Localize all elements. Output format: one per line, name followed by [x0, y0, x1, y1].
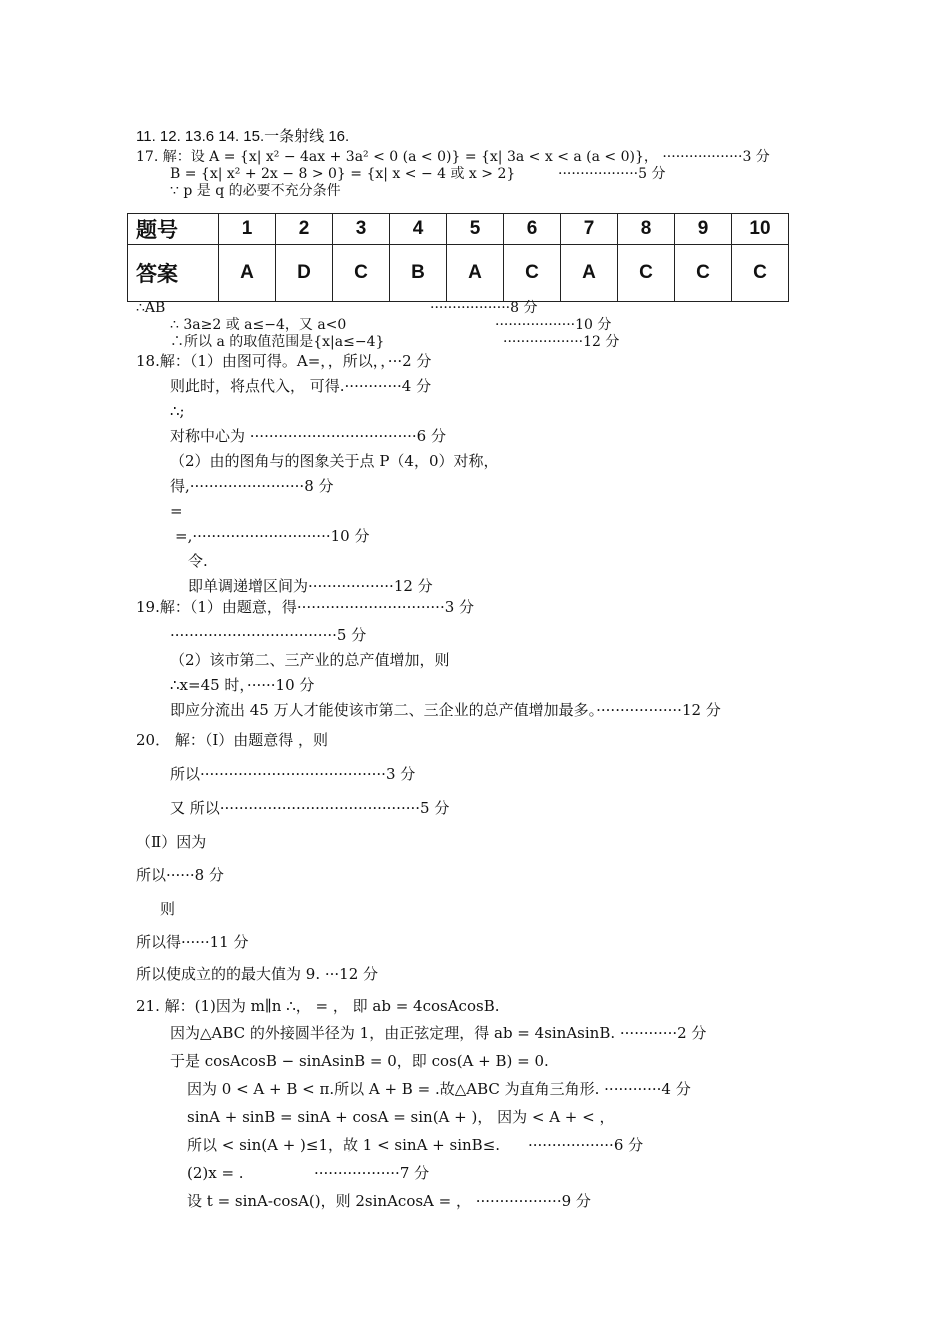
table-answer: C [618, 245, 675, 302]
q20-line-2: 所以·······································3 分 [170, 765, 416, 783]
table-number: 3 [333, 214, 390, 245]
table-answer: A [561, 245, 618, 302]
q17-score-8: ··················8 分 [430, 300, 538, 316]
q21-line-8: 设 t = sinA-cosA()，则 2sinAcosA = ， ··················9 分 [187, 1192, 591, 1210]
q21-line-7: (2)x = . [187, 1164, 244, 1182]
q17-line-a: 17. 解：设 A = {x| x² − 4ax + 3a² < 0 (a < 0)} = {x| 3a < x < a (a < 0)}， ··················3 分 [136, 149, 770, 165]
q21-score-6: ··················6 分 [528, 1136, 644, 1154]
q21-line-1: 21. 解：(1)因为 m∥n ∴， = ， 即 ab = 4cosAcosB. [136, 997, 500, 1015]
table-number: 5 [447, 214, 504, 245]
q17-score-12: ··················12 分 [503, 334, 620, 350]
q17-condition: ∵ p 是 q 的必要不充分条件 [170, 183, 341, 199]
table-number: 2 [276, 214, 333, 245]
q17-inequality: ∴ 3a≥2 或 a≤−4，又 a<0 [170, 317, 347, 333]
q21-score-7: ··················7 分 [314, 1164, 430, 1182]
q21-line-6: 所以 < sin(A + )≤1，故 1 < sinA + sinB≤. [187, 1136, 501, 1154]
q19-line-5: 即应分流出 45 万人才能使该市第二、三企业的总产值增加最多。··················12 分 [170, 701, 721, 719]
q17-score-10: ··················10 分 [495, 317, 612, 333]
q19-line-1: 19.解：（1）由题意，得·······························3 分 [136, 598, 475, 616]
q18-line-2: 则此时，将点代入， 可得.············4 分 [170, 377, 432, 395]
answer-table-row-numbers [128, 214, 789, 245]
table-answer: A [447, 245, 504, 302]
q18-line-1: 18.解：（1）由图可得。A=，，所以，，···2 分 [136, 352, 432, 370]
table-label-answer: 答案 [128, 245, 219, 302]
table-answer: D [276, 245, 333, 302]
q20-line-5: 所以······8 分 [136, 866, 224, 884]
q18-line-6: 得,························8 分 [170, 477, 334, 495]
table-answer: C [732, 245, 789, 302]
table-answer: B [390, 245, 447, 302]
q21-line-2: 因为△ABC 的外接圆半径为 1，由正弦定理，得 ab = 4sinAsinB. ············2 分 [170, 1024, 707, 1042]
q19-line-4: ∴x=45 时，······10 分 [170, 676, 315, 694]
q17-score-5: ··················5 分 [558, 166, 666, 182]
q18-line-3: ∴; [170, 402, 185, 420]
q18-line-8: =,·····························10 分 [175, 527, 370, 545]
q19-line-3: （2）该市第二、三产业的总产值增加，则 [170, 651, 450, 669]
q17-range: ∴所以 a 的取值范围是{x|a≤−4} [170, 334, 385, 350]
q21-line-5: sinA + sinB = sinA + cosA = sin(A + )， 因为 < A + < ， [187, 1108, 615, 1126]
table-answer: C [675, 245, 732, 302]
table-number: 7 [561, 214, 618, 245]
q20-line-6: 则 [160, 900, 176, 918]
q18-line-7: = [170, 502, 183, 520]
table-label-number: 题号 [128, 214, 219, 245]
q20-line-4: （Ⅱ）因为 [136, 833, 207, 851]
q18-line-10: 即单调递增区间为··················12 分 [188, 577, 433, 595]
q17-therefore-ab: ∴AB [136, 300, 166, 316]
table-number: 1 [219, 214, 276, 245]
q18-line-9: 令. [188, 552, 208, 570]
table-number: 8 [618, 214, 675, 245]
table-answer: C [333, 245, 390, 302]
q17-line-b: B = {x| x² + 2x − 8 > 0} = {x| x < − 4 或 x > 2} [170, 166, 516, 182]
q21-line-4: 因为 0 < A + B < π.所以 A + B = .故△ABC 为直角三角形. ············4 分 [187, 1080, 691, 1098]
q19-line-2: ···································5 分 [170, 626, 367, 644]
table-answer: C [504, 245, 561, 302]
q20-line-7: 所以得······11 分 [136, 933, 249, 951]
q21-line-3: 于是 cosAcosB − sinAsinB = 0，即 cos(A + B) = 0. [170, 1052, 549, 1070]
table-answer: A [219, 245, 276, 302]
table-number: 9 [675, 214, 732, 245]
q20-line-8: 所以使成立的的最大值为 9. ···12 分 [136, 965, 379, 983]
answer-table [127, 213, 789, 302]
answer-table-row-answers [128, 245, 789, 302]
q18-line-4: 对称中心为 ···································6 分 [170, 427, 446, 445]
table-number: 4 [390, 214, 447, 245]
q20-line-3: 又 所以··········································5 分 [170, 799, 450, 817]
answers-11-16: 11. 12. 13.6 14. 15.一条射线 16. [136, 128, 350, 145]
table-number: 10 [732, 214, 789, 245]
q20-line-1: 20． 解：（Ⅰ）由题意得 ，则 [136, 731, 329, 749]
q18-line-5: （2）由的图角与的图象关于点 P（4，0）对称， [170, 452, 499, 470]
table-number: 6 [504, 214, 561, 245]
